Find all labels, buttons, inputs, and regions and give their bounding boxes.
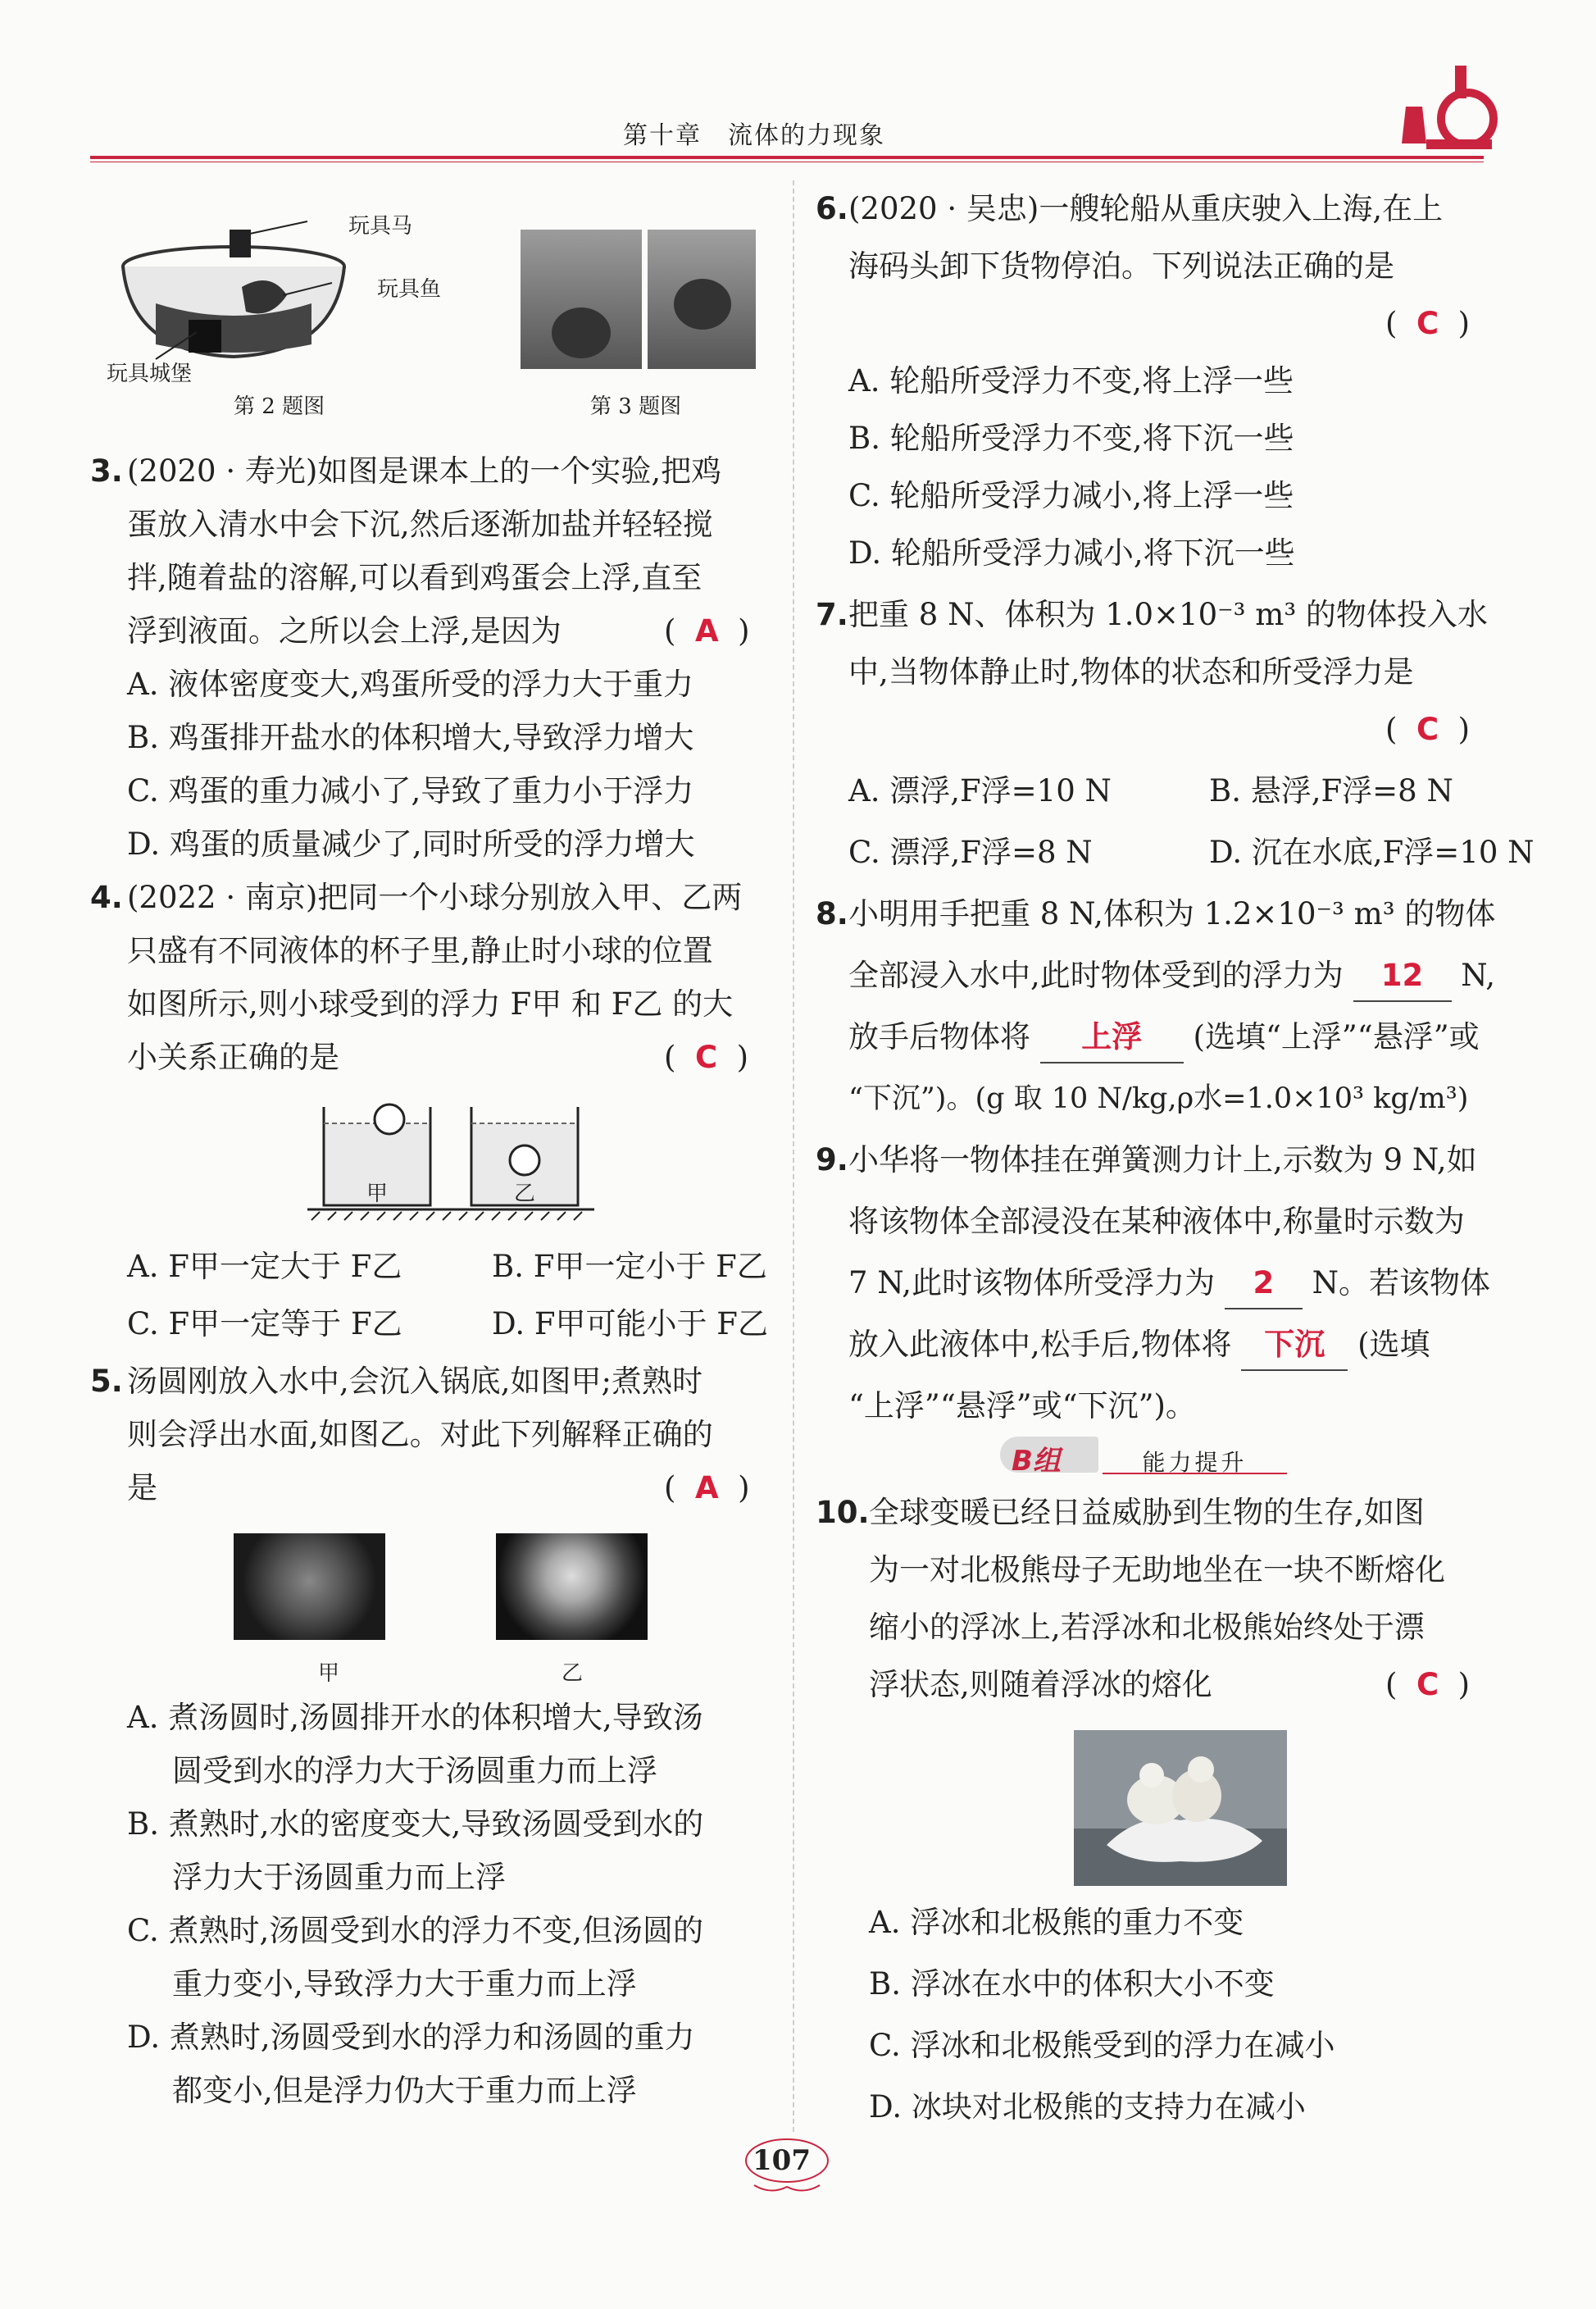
q7-line-1: 把重 8 N、体积为 1.0×10⁻³ m³ 的物体投入水 (848, 597, 1488, 632)
fig4-label-jia: 甲 (366, 1182, 389, 1206)
polar-bears-on-ice-image (1074, 1730, 1287, 1886)
fig5-label-jia: 甲 (318, 1661, 340, 1686)
q9-line-4-text: 放入此液体中,松手后,物体将 (848, 1327, 1232, 1362)
q8-line-1: 小明用手把重 8 N,体积为 1.2×10⁻³ m³ 的物体 (848, 896, 1496, 931)
q5-answer-letter: A (694, 1470, 719, 1505)
q3-option-d: D. 鸡蛋的质量减少了,同时所受的浮力增大 (127, 827, 695, 862)
q9-line-3-text: 7 N,此时该物体所受浮力为 (848, 1265, 1216, 1300)
q6-line-2: 海码头卸下货物停泊。下列说法正确的是 (848, 248, 1394, 284)
q9-line-1: 小华将一物体挂在弹簧测力计上,示数为 9 N,如 (848, 1142, 1477, 1177)
fig5-pot-jia-image (234, 1533, 385, 1640)
fig5-label-yi: 乙 (562, 1661, 584, 1686)
q10-answer-letter: C (1416, 1667, 1439, 1702)
q9-blank-state: 下沉 (1241, 1320, 1348, 1371)
q4-line-4: 小关系正确的是 (127, 1040, 339, 1075)
q9-line-4 (848, 1320, 1430, 1371)
q7-answer-letter: C (1416, 712, 1439, 747)
q4-option-d: D. F甲可能小于 F乙 (492, 1306, 768, 1341)
q10-option-d: D. 冰块对北极熊的支持力在减小 (869, 2089, 1306, 2125)
q7-option-c: C. 漂浮,F浮=8 N (848, 835, 1093, 870)
q9-line-4-rest: (选填 (1357, 1327, 1430, 1362)
q7-option-b: B. 悬浮,F浮=8 N (1209, 773, 1453, 808)
q7-number: 7. (816, 597, 848, 632)
q9-blank-buoyancy: 2 (1225, 1259, 1303, 1309)
q3-option-a: A. 液体密度变大,鸡蛋所受的浮力大于重力 (127, 667, 694, 702)
q3-answer-letter: A (694, 613, 719, 649)
q8-blank-buoyancy: 12 (1353, 951, 1452, 1002)
q10-line-3: 缩小的浮冰上,若浮冰和北极熊始终处于漂 (869, 1610, 1425, 1645)
q4-answer-letter: C (694, 1040, 718, 1075)
q10-line-4: 浮状态,则随着浮冰的熔化 (869, 1667, 1212, 1702)
q8-line-3-text: 放手后物体将 (848, 1019, 1030, 1054)
q4-number: 4. (90, 880, 123, 915)
q10-line-1: 全球变暖已经日益威胁到生物的生存,如图 (869, 1495, 1425, 1530)
q8-blank-state: 上浮 (1040, 1013, 1184, 1063)
q5-number: 5. (90, 1364, 123, 1399)
q5-option-b-2: 浮力大于汤圆重力而上浮 (172, 1860, 506, 1895)
q5-option-d-1: D. 煮熟时,汤圆受到水的浮力和汤圆的重力 (127, 2020, 695, 2055)
q5-answer: ( A ) (664, 1470, 750, 1505)
q8-line-4: “下沉”)。(g 取 10 N/kg,ρ水=1.0×10³ kg/m³) (848, 1082, 1469, 1115)
q8-line-3 (848, 1013, 1480, 1063)
fig2-label-fish: 玩具鱼 (377, 277, 442, 302)
q6-answer: ( C ) (1385, 306, 1471, 341)
q5-option-c-2: 重力变小,导致浮力大于重力而上浮 (172, 1966, 637, 2002)
q3-option-b: B. 鸡蛋排开盐水的体积增大,导致浮力增大 (127, 720, 694, 755)
q9-line-3-rest: N。若该物体 (1312, 1265, 1490, 1300)
q4-line-3: 如图所示,则小球受到的浮力 F甲 和 F乙 的大 (127, 986, 734, 1022)
q3-line-3: 拌,随着盐的溶解,可以看到鸡蛋会上浮,直至 (127, 560, 703, 595)
q6-line-1: (2020 · 吴忠)一艘轮船从重庆驶入上海,在上 (848, 191, 1444, 226)
q4-option-a: A. F甲一定大于 F乙 (127, 1249, 402, 1284)
q10-answer: ( C ) (1385, 1667, 1471, 1702)
q8-line-2-text: 全部浸入水中,此时物体受到的浮力为 (848, 958, 1344, 993)
group-b-badge (1000, 1437, 1098, 1478)
fig3-caption: 第 3 题图 (590, 394, 682, 419)
q5-line-2: 则会浮出水面,如图乙。对此下列解释正确的 (127, 1417, 713, 1452)
q3-line-4: 浮到液面。之所以会上浮,是因为 (127, 613, 562, 649)
q3-line-2: 蛋放入清水中会下沉,然后逐渐加盐并轻轻搅 (127, 507, 713, 542)
fig2-caption: 第 2 题图 (234, 394, 325, 419)
q5-option-d-2: 都变小,但是浮力仍大于重力而上浮 (172, 2073, 637, 2108)
q7-option-a: A. 漂浮,F浮=10 N (848, 773, 1112, 808)
q8-line-2 (848, 951, 1495, 1002)
q10-line-2: 为一对北极熊母子无助地坐在一块不断熔化 (869, 1552, 1445, 1587)
column-separator (793, 180, 794, 2132)
fig2-toy-bowl-image (107, 189, 377, 377)
q9-line-3 (848, 1259, 1490, 1309)
q6-answer-letter: C (1416, 306, 1439, 341)
fig3-glass-right-image (648, 230, 756, 369)
q4-option-b: B. F甲一定小于 F乙 (492, 1249, 767, 1284)
q6-option-b: B. 轮船所受浮力不变,将下沉一些 (848, 421, 1294, 456)
header-rule (90, 156, 1484, 159)
q5-option-b-1: B. 煮熟时,水的密度变大,导致汤圆受到水的 (127, 1806, 704, 1842)
chapter-title: 第十章 流体的力现象 (623, 121, 885, 150)
q5-option-a-1: A. 煮汤圆时,汤圆排开水的体积增大,导致汤 (127, 1700, 703, 1735)
q7-line-2: 中,当物体静止时,物体的状态和所受浮力是 (848, 654, 1414, 690)
q10-option-a: A. 浮冰和北极熊的重力不变 (869, 1905, 1244, 1940)
q8-line-3-choices: (选填“上浮”“悬浮”或 (1193, 1019, 1480, 1054)
q3-number: 3. (90, 453, 123, 489)
q6-option-c: C. 轮船所受浮力减小,将上浮一些 (848, 478, 1294, 513)
q3-line-1: (2020 · 寿光)如图是课本上的一个实验,把鸡 (127, 453, 722, 489)
q4-option-c: C. F甲一定等于 F乙 (127, 1306, 402, 1341)
q4-answer: ( C ) (664, 1040, 749, 1075)
q4-line-1: (2022 · 南京)把同一个小球分别放入甲、乙两 (127, 880, 743, 915)
q10-number: 10. (816, 1495, 870, 1530)
fig2-label-castle: 玩具城堡 (107, 362, 193, 386)
q9-number: 9. (816, 1142, 848, 1177)
page-number: 107 (753, 2144, 811, 2177)
q9-line-2: 将该物体全部浸没在某种液体中,称量时示数为 (848, 1204, 1465, 1239)
group-b-label: 能力提升 (1103, 1445, 1287, 1474)
q8-line-2-unit: N, (1461, 958, 1496, 993)
q6-number: 6. (816, 191, 848, 226)
q3-answer: ( A ) (664, 613, 750, 649)
q5-line-3: 是 (127, 1470, 157, 1505)
q8-number: 8. (816, 896, 848, 931)
fig2-label-horse: 玩具马 (348, 214, 413, 239)
q7-option-d: D. 沉在水底,F浮=10 N (1209, 835, 1535, 870)
q7-answer: ( C ) (1385, 712, 1471, 747)
q6-option-a: A. 轮船所受浮力不变,将上浮一些 (848, 363, 1294, 398)
q10-option-b: B. 浮冰在水中的体积大小不变 (869, 1966, 1275, 2002)
q5-option-c-1: C. 煮熟时,汤圆受到水的浮力不变,但汤圆的 (127, 1913, 704, 1948)
group-b-badge-text: B组 (1012, 1445, 1061, 1478)
fig5-pot-yi-image (496, 1533, 648, 1640)
q6-option-d: D. 轮船所受浮力减小,将下沉一些 (848, 535, 1295, 571)
fig4-label-yi: 乙 (514, 1182, 536, 1206)
q3-option-c: C. 鸡蛋的重力减小了,导致了重力小于浮力 (127, 773, 694, 808)
q5-line-1: 汤圆刚放入水中,会沉入锅底,如图甲;煮熟时 (127, 1364, 703, 1399)
fig4-beakers-diagram (307, 1091, 594, 1222)
fig3-glass-left-image (521, 230, 642, 369)
q9-line-5: “上浮”“悬浮”或“下沉”)。 (848, 1388, 1196, 1423)
q4-line-2: 只盛有不同液体的杯子里,静止时小球的位置 (127, 933, 713, 968)
q10-option-c: C. 浮冰和北极熊受到的浮力在减小 (869, 2028, 1335, 2063)
q5-option-a-2: 圆受到水的浮力大于汤圆重力而上浮 (172, 1753, 657, 1788)
microscope-flask-icon (1394, 57, 1500, 164)
